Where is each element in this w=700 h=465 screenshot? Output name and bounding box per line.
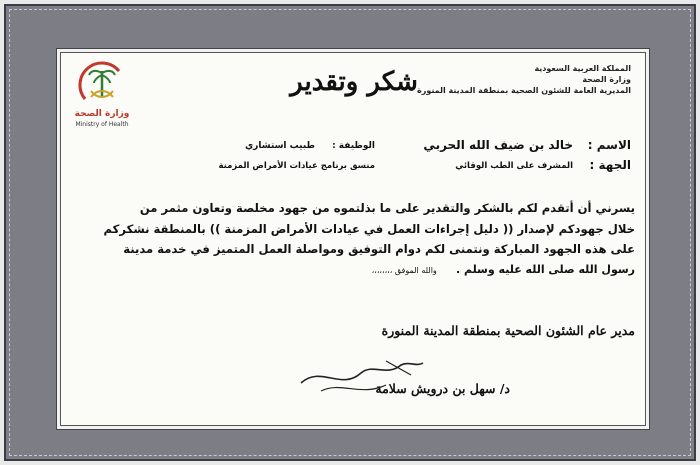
org-line-ministry: وزارة الصحة <box>582 75 631 84</box>
name-label: الاسم : <box>587 138 631 152</box>
certificate-paper <box>60 52 646 426</box>
logo-arabic-text: وزارة الصحة <box>74 109 130 119</box>
body-line: خلال جهودكم لإصدار (( دليل إجراءات العمل في عيادات الأمراض المزمنة )) بالمنطقة نشكركم <box>103 221 635 236</box>
logo-english-text: Ministry of Health <box>75 121 129 128</box>
certificate-body <box>71 198 635 281</box>
job-label: الوظيفة : <box>332 141 375 151</box>
org-line-country: المملكة العربية السعودية <box>534 64 631 73</box>
body-closing-line <box>71 260 635 282</box>
certificate-frame <box>4 4 696 461</box>
body-line: رسول الله صلى الله عليه وسلم . <box>455 262 635 276</box>
side-label: الجهة : <box>589 158 631 172</box>
signatory-name: د/ سهل بن درويش سلامة <box>375 381 510 396</box>
body-line: على هذه الجهود المباركة ونتمنى لكم دوام التوفيق ومواصلة العمل المتميز في خدمة مدينة <box>123 242 635 256</box>
certificate-title: شكر وتقدير <box>290 67 418 97</box>
job-value: طبيب استشاري <box>244 141 315 151</box>
closing-phrase: والله الموفق ،،،،،،،، <box>371 265 437 275</box>
palm-swords-icon <box>67 59 137 109</box>
body-line: يسرني أن أتقدم لكم بالشكر والتقدير على ما بذلتموه من جهود مخلصة وتعاون مثمر من <box>139 201 635 215</box>
name-value: خالد بن ضيف الله الحربي <box>423 138 573 152</box>
side-value-coordinator: منسق برنامج عيادات الأمراض المزمنة <box>218 161 375 171</box>
ministry-logo <box>67 59 137 129</box>
org-line-directorate: المديرية العامة للشئون الصحية بمنطقة المدينة المنورة <box>417 86 631 95</box>
signatory-title: مدير عام الشئون الصحية بمنطقة المدينة المنورة <box>381 323 635 338</box>
side-value-supervisor: المشرف على الطب الوقائي <box>455 161 573 171</box>
